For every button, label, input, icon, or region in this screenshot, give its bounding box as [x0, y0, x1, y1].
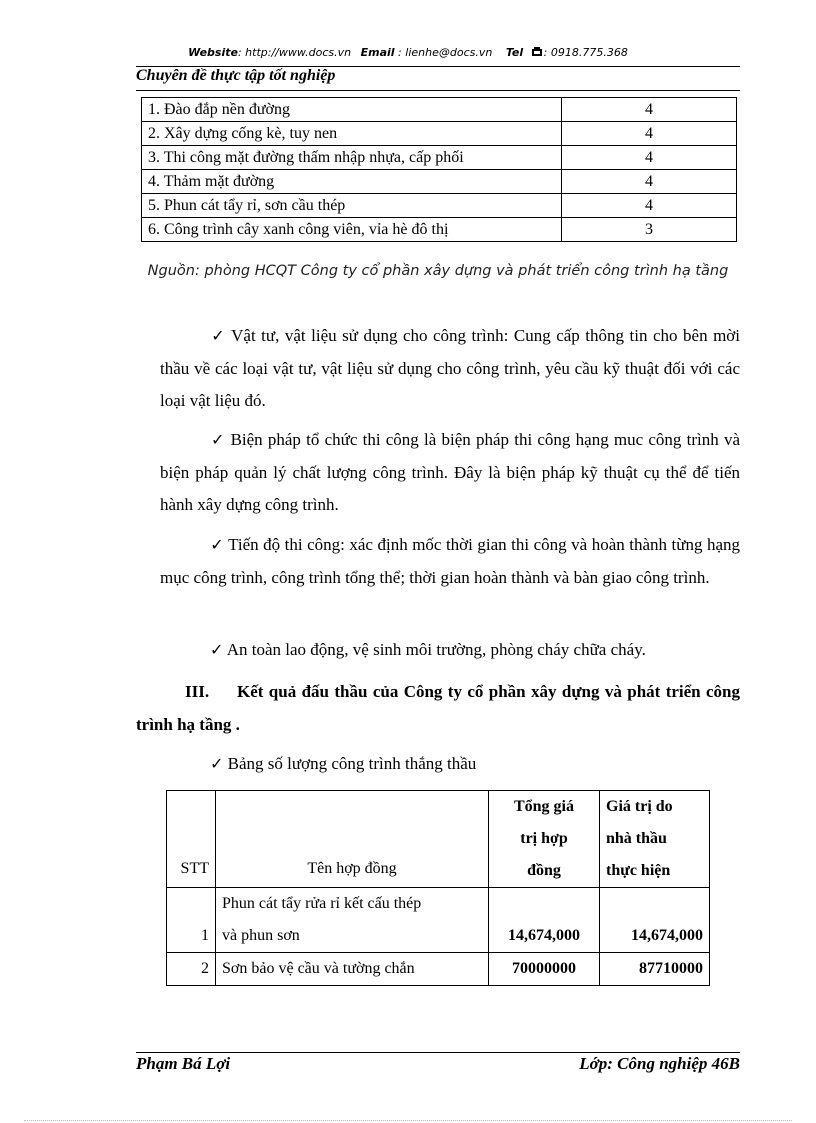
won-contracts-table	[166, 790, 710, 986]
section-number: III.	[185, 682, 210, 701]
bullet-paragraph	[160, 320, 740, 418]
title-divider	[136, 90, 740, 91]
email-value: : lienhe@docs.vn	[394, 46, 493, 59]
table-cell: 2. Xây dựng cống kè, tuy nen	[142, 122, 562, 146]
section-title: Kết quả đấu thầu của Công ty cổ phần xây dựng và phát triển công trình hạ tầng .	[136, 682, 740, 734]
row-name	[216, 888, 489, 953]
table-row	[142, 98, 737, 122]
table-cell: 4	[562, 98, 737, 122]
table-cell: 3. Thi công mặt đường thấm nhập nhựa, cấp phối	[142, 146, 562, 170]
header-contractor-line: thực hiện	[606, 862, 671, 879]
tel-label: Tel	[505, 46, 524, 59]
paragraph-text: Biện pháp tổ chức thi công là biện pháp thi công hạng muc công trình và biện pháp quản lý chất lượng công trình. Đây là biện pháp kỹ thuật cụ thể để tiến hành xây dựng công trình.	[160, 430, 741, 514]
footer-divider	[136, 1052, 740, 1053]
footer-author: Phạm Bá Lợi	[136, 1054, 231, 1073]
row-name-line: Phun cát tẩy rửa rỉ kết cấu thép	[222, 895, 422, 912]
doc-title: Chuyên đề thực tập tốt nghiệp	[136, 67, 336, 84]
row-contractor: 87710000	[600, 953, 710, 986]
source-note: Nguồn: phòng HCQT Công ty cổ phần xây dựng và phát triển công trình hạ tầng	[147, 263, 729, 279]
bullet-paragraph	[160, 634, 740, 667]
header-total-line: đồng	[527, 862, 561, 879]
table-header-row	[167, 791, 710, 888]
row-total: 70000000	[489, 953, 600, 986]
header-name: Tên hợp đồng	[216, 791, 489, 888]
table-cell: 3	[562, 218, 737, 242]
row-name: Sơn bảo vệ cầu và tường chắn	[216, 953, 489, 986]
paragraph-text: An toàn lao động, vệ sinh môi trường, phòng cháy chữa cháy.	[226, 640, 646, 659]
header-stt: STT	[167, 791, 216, 888]
check-icon: ✓	[210, 640, 224, 659]
project-type-table	[141, 97, 737, 242]
header-total	[489, 791, 600, 888]
website-header	[0, 46, 816, 59]
row-stt: 1	[167, 888, 216, 953]
check-icon: ✓	[210, 430, 226, 449]
paragraph-text: Bảng số lượng công trình thắng thầu	[227, 754, 477, 773]
table-row	[142, 122, 737, 146]
header-contractor-line: Giá trị do	[606, 798, 673, 815]
phone-icon	[531, 47, 543, 57]
row-total: 14,674,000	[489, 888, 600, 953]
page-edge-divider	[24, 1120, 792, 1121]
header-contractor	[600, 791, 710, 888]
footer-class: Lớp: Công nghiệp 46B	[579, 1054, 740, 1073]
table-cell: 6. Công trình cây xanh công viên, vỉa hè đô thị	[142, 218, 562, 242]
row-contractor: 14,674,000	[600, 888, 710, 953]
table-row	[142, 146, 737, 170]
header-contractor-line: nhà thầu	[606, 830, 667, 847]
table-row	[167, 888, 710, 953]
table-cell: 4	[562, 146, 737, 170]
paragraph-text: Tiến độ thi công: xác định mốc thời gian thi công và hoàn thành từng hạng mục công trình, công trình tổng thể; thời gian hoàn thành và bàn giao công trình.	[160, 535, 740, 587]
table-row	[142, 218, 737, 242]
section-heading	[136, 676, 740, 741]
check-icon: ✓	[210, 754, 224, 773]
table-cell: 4. Thảm mặt đường	[142, 170, 562, 194]
row-name-line: và phun sơn	[222, 927, 300, 944]
table-cell: 4	[562, 194, 737, 218]
table-cell: 5. Phun cát tẩy rỉ, sơn cầu thép	[142, 194, 562, 218]
tel-value: : 0918.775.368	[543, 46, 628, 59]
email-label: Email	[360, 46, 395, 59]
bullet-paragraph	[160, 529, 740, 594]
website-url: : http://www.docs.vn	[237, 46, 352, 59]
paragraph-text: Vật tư, vật liệu sử dụng cho công trình: Cung cấp thông tin cho bên mời thầu về các loại vật tư, vật liệu sử dụng cho công trình, yêu cầu kỹ thuật đối với các loại vật liệu đó.	[160, 326, 741, 410]
row-stt: 2	[167, 953, 216, 986]
bullet-paragraph	[160, 424, 740, 522]
table-cell: 4	[562, 122, 737, 146]
check-icon: ✓	[210, 535, 224, 554]
table-row	[142, 194, 737, 218]
bullet-paragraph	[160, 748, 740, 781]
table-cell: 1. Đào đắp nền đường	[142, 98, 562, 122]
header-total-line: Tổng giá	[513, 798, 574, 815]
check-icon: ✓	[210, 326, 226, 345]
website-label: Website	[188, 46, 238, 59]
table-row	[142, 170, 737, 194]
table-cell: 4	[562, 170, 737, 194]
table-row	[167, 953, 710, 986]
header-total-line: trị hợp	[520, 830, 568, 847]
